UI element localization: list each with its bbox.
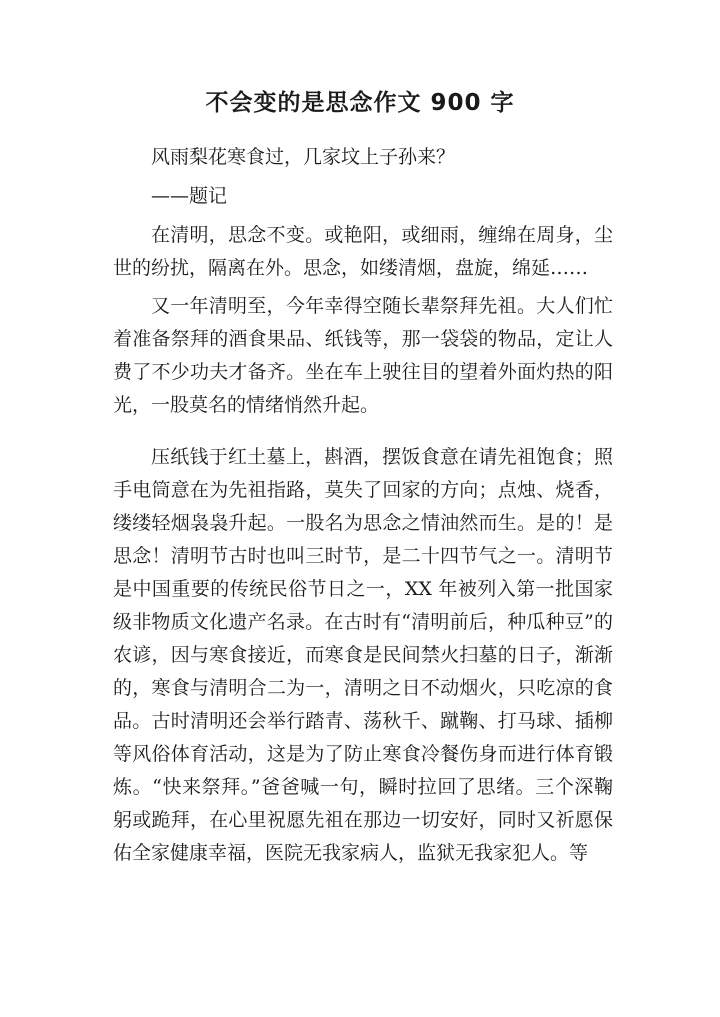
epigraph-text: 风雨梨花寒食过，几家坟上子孙来？ bbox=[151, 146, 456, 168]
epigraph bbox=[113, 141, 613, 174]
paragraph-text: 在清明，思念不变。或艳阳，或细雨，缠绵在周身，尘世的纷扰，隔离在外。思念，如缕清烟，盘旋，绵延…… bbox=[113, 224, 613, 279]
paragraph-2 bbox=[113, 290, 613, 422]
paragraph-text: 压纸钱于红土墓上，斟酒，摆饭食意在请先祖饱食；照手电筒意在为先祖指路，莫失了回家的方向；点烛、烧香，缕缕轻烟袅袅升起。一股名为思念之情油然而生。是的！是思念！清明节古时也叫三时节，是二十四节气之一。清明节是中国重要的传统民俗节日之一，XX 年被列入第一批国家级非物质文化遗产名录。在古时有“清明前后，种瓜种豆”的农谚，因与寒食接近，而寒食是民间禁火扫墓的日子，渐渐的，寒食与清明合二为一，清明之日不动烟火，只吃凉的食品。古时清明还会举行踏青、荡秋千、蹴鞠、打马球、插柳等风俗体育活动，这是为了防止寒食冷餐伤身而进行体育锻炼。“快来祭拜。”爸爸喊一句，瞬时拉回了思绪。三个深鞠躬或跪拜，在心里祝愿先祖在那边一切安好，同时又祈愿保佑全家健康幸福，医院无我家病人，监狱无我家犯人。等 bbox=[113, 446, 613, 864]
attribution-text: ——题记 bbox=[151, 185, 228, 207]
paragraph-1 bbox=[113, 219, 613, 285]
paragraph-3 bbox=[113, 441, 613, 870]
epigraph-attribution bbox=[113, 180, 613, 213]
document-title: 不会变的是思念作文 900 字 bbox=[205, 90, 515, 116]
paragraph-text: 又一年清明至，今年幸得空随长辈祭拜先祖。大人们忙着准备祭拜的酒食果品、纸钱等，那一袋袋的物品，定让人费了不少功夫才备齐。坐在车上驶往目的望着外面灼热的阳光，一股莫名的情绪悄然升起。 bbox=[113, 295, 613, 416]
